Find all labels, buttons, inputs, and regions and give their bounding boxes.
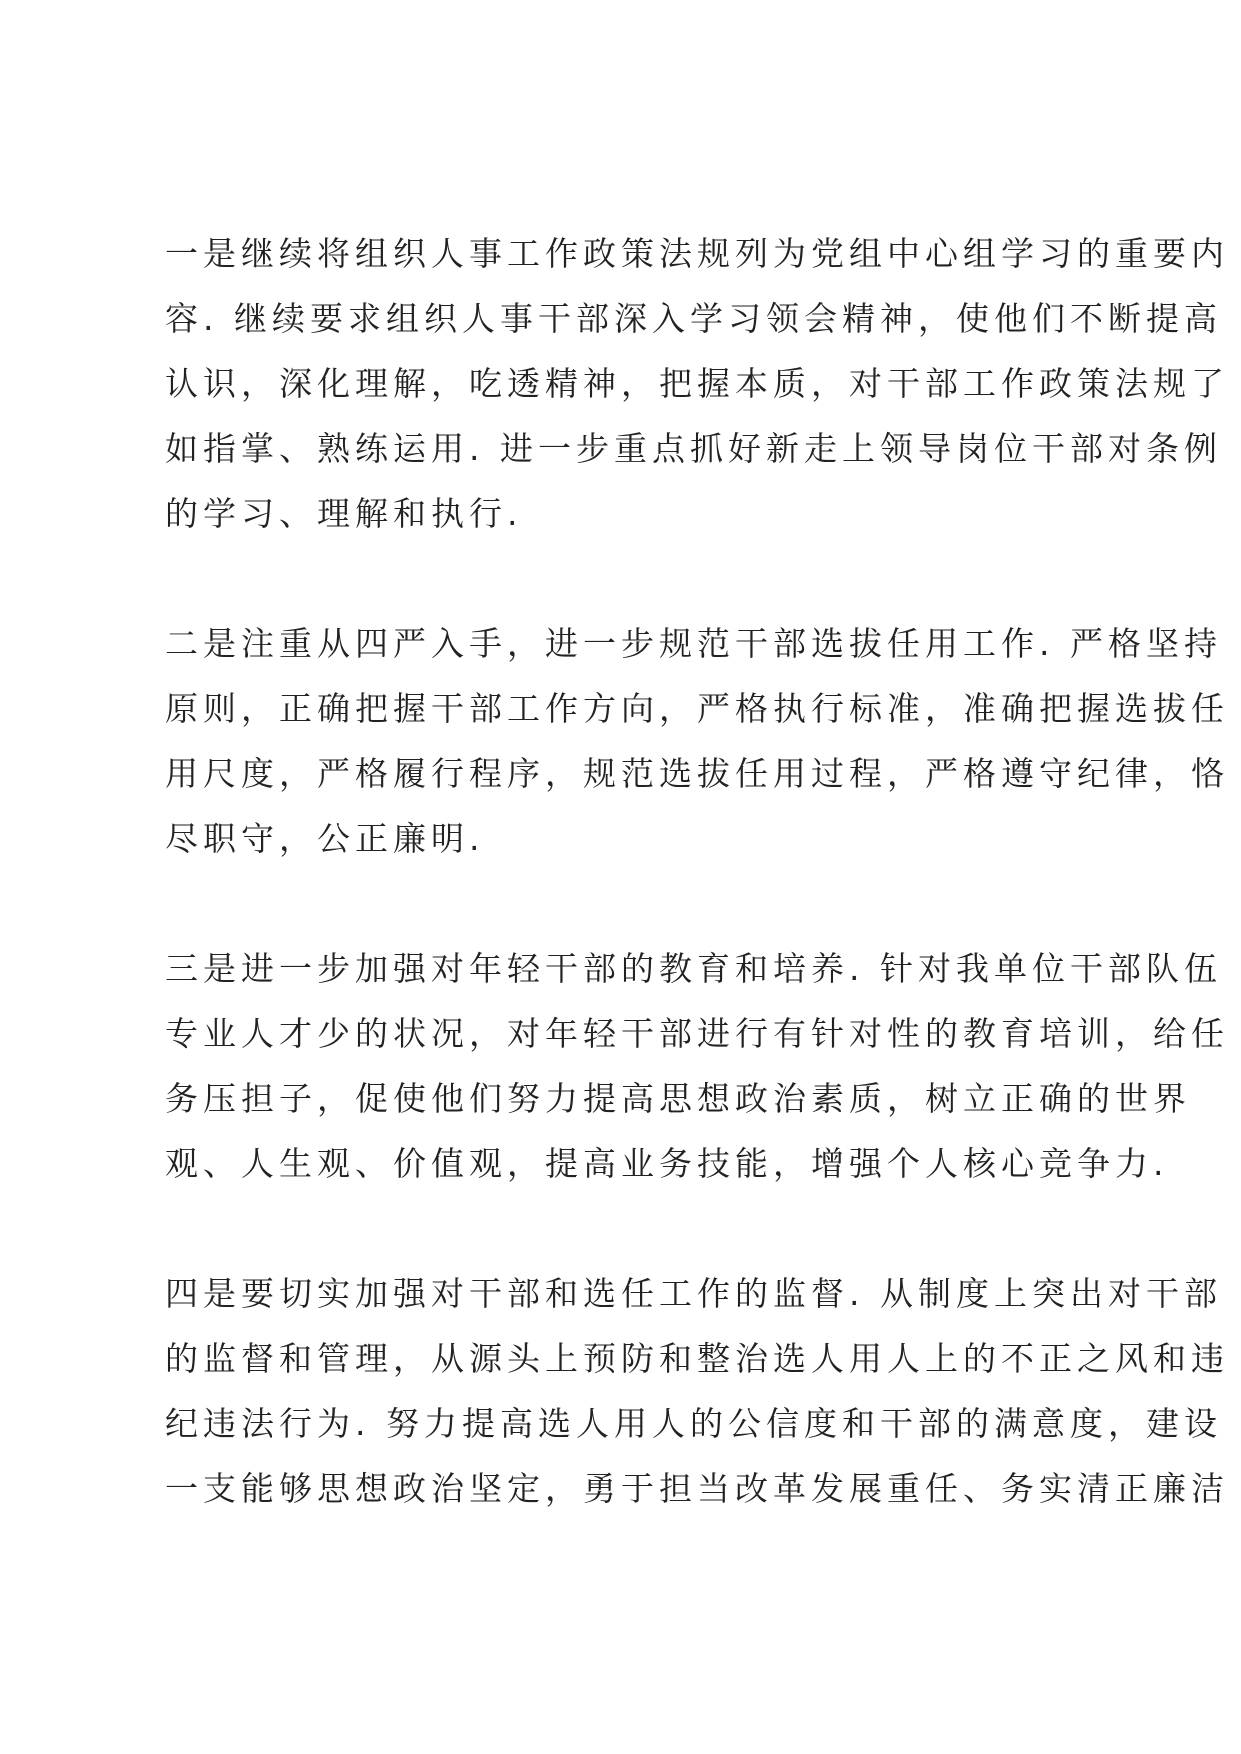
- paragraph-line: 务压担子，促使他们努力提高思想政治素质，树立正确的世界: [165, 1079, 1191, 1118]
- paragraph-line: 的监督和管理，从源头上预防和整治选人用人上的不正之风和违: [165, 1339, 1229, 1378]
- document-body: [165, 221, 1229, 1521]
- paragraph-spacer: [165, 1196, 1095, 1261]
- paragraph-line: 原则，正确把握干部工作方向，严格执行标准，准确把握选拔任: [165, 689, 1229, 728]
- paragraph-2: [165, 611, 1229, 871]
- paragraph-line: 一是继续将组织人事工作政策法规列为党组中心组学习的重要内: [165, 234, 1229, 273]
- paragraph-1: [165, 221, 1229, 546]
- paragraph-line: 容. 继续要求组织人事干部深入学习领会精神，使他们不断提高: [165, 299, 1222, 338]
- paragraph-4: [165, 1261, 1229, 1521]
- paragraph-line: 如指掌、熟练运用. 进一步重点抓好新走上领导岗位干部对条例: [165, 429, 1222, 468]
- paragraph-line: 一支能够思想政治坚定，勇于担当改革发展重任、务实清正廉洁: [165, 1469, 1229, 1508]
- paragraph-line: 认识，深化理解，吃透精神，把握本质，对干部工作政策法规了: [165, 364, 1229, 403]
- paragraph-line: 三是进一步加强对年轻干部的教育和培养. 针对我单位干部队伍: [165, 949, 1222, 988]
- paragraph-line: 观、人生观、价值观，提高业务技能，增强个人核心竞争力.: [165, 1144, 1169, 1183]
- paragraph-line: 尽职守，公正廉明.: [165, 819, 485, 858]
- paragraph-line: 的学习、理解和执行.: [165, 494, 523, 533]
- paragraph-line: 专业人才少的状况，对年轻干部进行有针对性的教育培训，给任: [165, 1014, 1229, 1053]
- paragraph-line: 用尺度，严格履行程序，规范选拔任用过程，严格遵守纪律，恪: [165, 754, 1229, 793]
- paragraph-line: 二是注重从四严入手，进一步规范干部选拔任用工作. 严格坚持: [165, 624, 1222, 663]
- paragraph-3: [165, 936, 1229, 1196]
- paragraph-line: 四是要切实加强对干部和选任工作的监督. 从制度上突出对干部: [165, 1274, 1222, 1313]
- paragraph-spacer: [165, 546, 1095, 611]
- paragraph-line: 纪违法行为. 努力提高选人用人的公信度和干部的满意度，建设: [165, 1404, 1222, 1443]
- paragraph-spacer: [165, 871, 1095, 936]
